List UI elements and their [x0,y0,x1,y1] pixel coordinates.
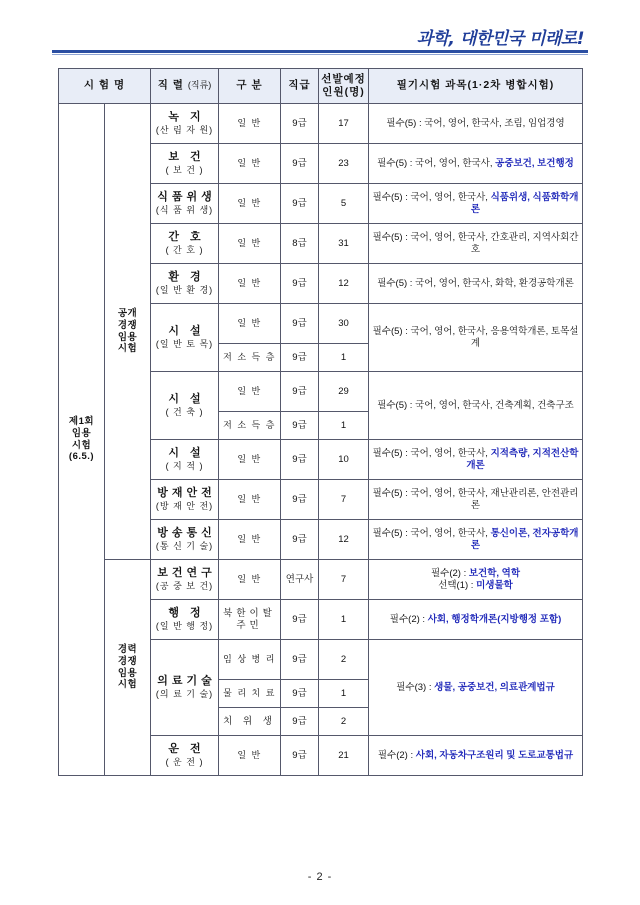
exam-group-line: 경력 [117,643,138,655]
series-name: 식품위생 [157,190,216,203]
series-subname: (일 반 토 목) [155,339,214,350]
count-cell: 12 [319,520,369,560]
series-name: 방송통신 [157,526,216,539]
series-cell [151,736,219,776]
series-name: 시 설 [168,324,205,337]
exam-group-line: 경쟁 [117,319,138,331]
count-cell: 17 [319,104,369,144]
series-cell [151,372,219,440]
series-cell [151,264,219,304]
division-cell: 일 반 [219,264,281,304]
grade-cell: 9급 [281,184,319,224]
recruitment-table [58,68,583,776]
series-name: 녹 지 [168,110,205,123]
series-subname: ( 보 건 ) [165,165,204,176]
exam-group-cell [105,560,151,776]
col-header-division: 구 분 [219,69,281,104]
grade-cell: 9급 [281,600,319,640]
subject-text: 필수(5) : 국어, 영어, 한국사, [377,157,496,169]
exam-group-line: 공개 [117,307,138,319]
division-cell: 일 반 [219,372,281,412]
division-cell: 일 반 [219,184,281,224]
count-cell: 5 [319,184,369,224]
exam-name-line: 시험 [71,439,92,451]
series-subname: (방 재 안 전) [155,501,214,512]
division-cell: 일 반 [219,224,281,264]
subject-highlight: 생물, 공중보건, 의료관계법규 [434,681,555,693]
table-header-row [59,69,583,104]
division-cell: 물 리 치 료 [219,680,281,708]
count-cell: 1 [319,412,369,440]
subject-cell [369,440,583,480]
series-subname: (일 반 환 경) [155,285,214,296]
subject-highlight: 지적측량, 지적전산학개론 [466,447,579,471]
count-cell: 2 [319,708,369,736]
col-header-grade: 직급 [281,69,319,104]
division-cell: 일 반 [219,520,281,560]
series-cell [151,104,219,144]
grade-cell: 9급 [281,480,319,520]
banner-slogan: 과학, 대한민국 미래로! [416,29,584,49]
count-cell: 7 [319,560,369,600]
division-cell: 일 반 [219,560,281,600]
division-cell: 일 반 [219,480,281,520]
series-cell [151,184,219,224]
subject-cell [369,600,583,640]
table-row [59,560,583,600]
grade-cell: 8급 [281,224,319,264]
series-name: 시 설 [168,446,205,459]
subject-cell [369,184,583,224]
exam-name-cell [59,104,105,776]
series-subname: (일 반 행 정) [155,621,214,632]
count-cell: 1 [319,600,369,640]
subject-text: 선택(1) : [438,579,477,591]
division-cell: 북한이탈주민 [219,600,281,640]
subject-cell [369,144,583,184]
grade-cell: 9급 [281,440,319,480]
subject-cell [369,480,583,520]
col-header-series-line2: (직류) [187,80,212,91]
grade-cell: 9급 [281,304,319,344]
subject-text: 필수(2) : [430,567,469,579]
series-cell [151,224,219,264]
exam-group-line: 시험 [117,343,138,355]
exam-group-cell [105,104,151,560]
subject-cell [369,372,583,440]
series-cell [151,304,219,372]
subject-text: 필수(5) : 국어, 영어, 한국사, [372,191,491,203]
series-subname: ( 건 축 ) [165,407,204,418]
series-subname: (공 중 보 건) [155,581,214,592]
col-header-count-line1: 선발예정 [321,72,366,85]
exam-name-line: 임용 [71,427,92,439]
col-header-series [151,69,219,104]
series-cell [151,600,219,640]
subject-cell [369,104,583,144]
subject-text: 필수(2) : [389,613,428,625]
count-cell: 1 [319,344,369,372]
page-footer: - 2 - [307,871,333,883]
table-body [59,104,583,776]
subject-cell [369,304,583,372]
subject-highlight: 보건학, 역학 [468,567,521,579]
subject-line [369,568,582,580]
count-cell: 31 [319,224,369,264]
grade-cell: 9급 [281,736,319,776]
series-name: 방재안전 [157,486,216,499]
recruitment-table-wrapper [58,68,582,776]
series-cell [151,640,219,736]
series-subname: (의 료 기 술) [155,689,214,700]
subject-highlight: 통신이론, 전자공학개론 [470,527,579,551]
exam-group-line: 경쟁 [117,655,138,667]
subject-text: 필수(5) : 국어, 영어, 한국사, 건축계획, 건축구조 [377,399,574,411]
series-name: 행 정 [168,606,205,619]
series-name: 보건연구 [157,566,216,579]
grade-cell: 9급 [281,640,319,680]
division-cell: 일 반 [219,144,281,184]
grade-cell: 9급 [281,104,319,144]
exam-group-line: 시험 [117,679,138,691]
division-cell: 저 소 득 층 [219,344,281,372]
subject-cell [369,640,583,736]
series-name: 운 전 [168,742,205,755]
count-cell: 2 [319,640,369,680]
grade-cell: 9급 [281,144,319,184]
grade-cell: 9급 [281,520,319,560]
grade-cell: 9급 [281,680,319,708]
grade-cell: 9급 [281,344,319,372]
subject-text: 필수(5) : 국어, 영어, 한국사, 간호관리, 지역사회간호 [372,231,579,255]
count-cell: 10 [319,440,369,480]
count-cell: 1 [319,680,369,708]
subject-cell [369,736,583,776]
subject-text: 필수(5) : 국어, 영어, 한국사, [372,447,491,459]
series-cell [151,520,219,560]
subject-cell [369,264,583,304]
series-subname: ( 지 적 ) [165,461,204,472]
subject-highlight: 미생물학 [476,579,513,591]
col-header-subjects: 필기시험 과목(1·2차 병합시험) [369,69,583,104]
division-cell: 치 위 생 [219,708,281,736]
col-header-exam: 시 험 명 [59,69,151,104]
division-cell: 일 반 [219,736,281,776]
grade-cell: 연구사 [281,560,319,600]
banner-rule-thick [52,50,588,53]
division-cell: 일 반 [219,304,281,344]
col-header-series-line1: 직 렬 [157,79,184,92]
series-cell [151,480,219,520]
grade-cell: 9급 [281,372,319,412]
col-header-count [319,69,369,104]
subject-highlight: 사회, 행정학개론(지방행정 포함) [427,613,562,625]
count-cell: 21 [319,736,369,776]
subject-highlight: 사회, 자동차구조원리 및 도로교통법규 [415,749,574,761]
series-subname: ( 간 호 ) [165,245,204,256]
series-name: 보 건 [168,150,205,163]
exam-group-line: 임용 [117,667,138,679]
count-cell: 23 [319,144,369,184]
series-subname: ( 운 전 ) [165,757,204,768]
series-name: 환 경 [168,270,205,283]
division-cell: 일 반 [219,440,281,480]
subject-text: 필수(5) : 국어, 영어, 한국사, 화학, 환경공학개론 [377,277,574,289]
count-cell: 12 [319,264,369,304]
exam-group-line: 임용 [117,331,138,343]
division-cell: 임 상 병 리 [219,640,281,680]
series-name: 시 설 [168,392,205,405]
series-subname: (식 품 위 생) [155,205,214,216]
count-cell: 29 [319,372,369,412]
series-subname: (통 신 기 술) [155,541,214,552]
count-cell: 7 [319,480,369,520]
subject-text: 필수(2) : [377,749,416,761]
subject-highlight: 식품위생, 식품화학개론 [470,191,579,215]
series-name: 의료기술 [157,674,216,687]
subject-highlight: 공중보건, 보건행정 [495,157,574,169]
series-subname: (산 림 자 원) [155,125,214,136]
page-banner [0,24,640,58]
subject-text: 필수(5) : 국어, 영어, 한국사, [372,527,491,539]
subject-cell [369,520,583,560]
series-cell [151,440,219,480]
division-cell: 저 소 득 층 [219,412,281,440]
exam-name-line: 제1회 [68,415,95,427]
series-cell [151,560,219,600]
exam-name-line: (6.5.) [68,451,95,463]
banner-rule-thin [52,54,588,55]
subject-text: 필수(5) : 국어, 영어, 한국사, 응용역학개론, 토목설계 [372,325,579,349]
series-name: 간 호 [168,230,205,243]
count-cell: 30 [319,304,369,344]
grade-cell: 9급 [281,264,319,304]
subject-line [369,580,582,592]
col-header-count-line2: 인원(명) [322,86,365,98]
subject-text: 필수(5) : 국어, 영어, 한국사, 재난관리론, 안전관리론 [372,487,579,511]
series-cell [151,144,219,184]
division-cell: 일 반 [219,104,281,144]
subject-cell [369,224,583,264]
subject-text: 필수(5) : 국어, 영어, 한국사, 조림, 임업경영 [386,117,565,129]
subject-cell [369,560,583,600]
grade-cell: 9급 [281,412,319,440]
table-row [59,104,583,144]
subject-text: 필수(3) : [396,681,435,693]
grade-cell: 9급 [281,708,319,736]
